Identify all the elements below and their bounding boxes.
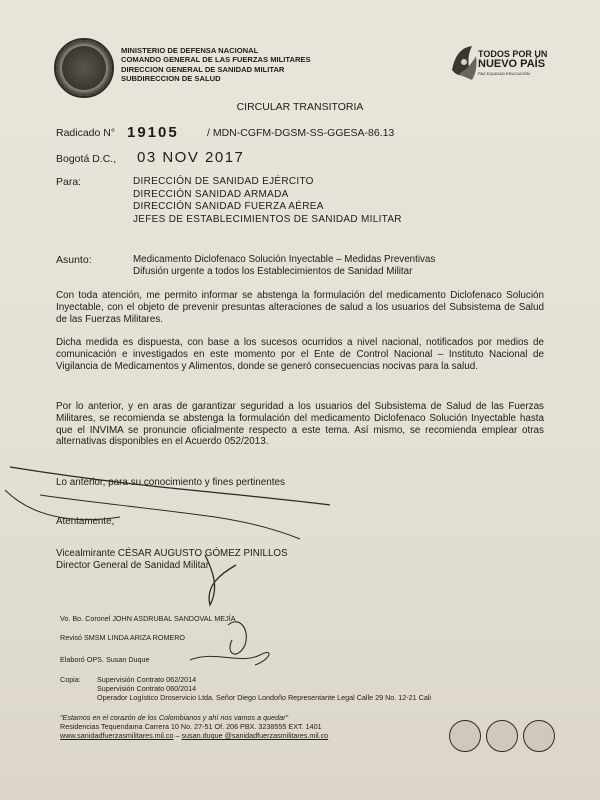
body-paragraph: Con toda atención, me permito informar se abstenga la formulación del medicamento Diclofenaco Solución Inyectable, con el objeto de prevenir presuntas alteraciones de salud a los usuarios del Subsistema de Salud de las Fuerzas Militares. [56,290,544,325]
footer-quote: "Estamos en el corazón de los Colombianos y ahí nos vamos a quedar" [60,713,289,722]
date-label: Bogotá D.C., [56,153,117,165]
footer-website-link[interactable]: www.sanidadfuerzasmilitares.mil.co [60,731,174,740]
certification-seal-icon [486,720,518,752]
recipient-item: JEFES DE ESTABLECIMIENTOS DE SANIDAD MILITAR [133,213,402,225]
subject-line-1: Medicamento Diclofenaco Solución Inyectable – Medidas Preventivas [133,254,436,265]
vobo-line: Vo. Bo. Coronel JOHN ASDRUBAL SANDOVAL MEJÍA [60,614,236,623]
body-paragraph: Lo anterior, para su conocimiento y fines pertinentes [56,477,285,488]
radicado-label: Radicado N° [56,127,116,139]
recipient-list [133,176,402,226]
subject-line-2: Difusión urgente a todos los Establecimientos de Sanidad Militar [133,266,413,277]
ministry-seal [54,38,114,98]
para-label: Para: [56,176,82,188]
asunto-label: Asunto: [56,254,92,266]
body-paragraph: Dicha medida es dispuesta, con base a los sucesos ocurridos a nivel nacional, notificados por medios de comunicación e investigados en este momento por el Ente de Control Nacional – Instituto Nacional de Vigilancia de Medicamentos y Alimentos, donde se generó consecuencias nocivas para la salud. [56,337,544,372]
copia-item: Operador Logístico Droservicio Ltda. Señor Diego Londoño Representante Legal Calle 29 No. 12-21 Cali [97,693,432,702]
date-stamp: 03 NOV 2017 [137,149,245,166]
certification-seal-icon [449,720,481,752]
copia-list [97,675,431,702]
copia-item: Supervisión Contrato 062/2014 [97,675,197,684]
signatory [56,548,288,572]
footer: "Estamos en el corazón de los Colombianos y ahí nos vamos a quedar" Residencias Tequendama Carrera 10 No. 27-51 Of. 206 PBX. 3238555 EXT. 1401 www.sanidadfuerzasmilitares.mil.co – susan.duque @sanidadfuerzasmilitares.mil.co [60,713,329,740]
recipient-item: DIRECCIÓN SANIDAD FUERZA AÉREA [133,201,324,213]
issuer-header [121,46,311,84]
header-line-ministry: MINISTERIO DE DEFENSA NACIONAL [121,46,259,55]
signatory-name: Vicealmirante CÉSAR AUGUSTO GÓMEZ PINILLOS [56,548,288,559]
signatory-role: Director General de Sanidad Militar [56,560,210,572]
subject [133,254,435,278]
copia-label: Copia: [60,675,81,684]
recipient-item: DIRECCIÓN SANIDAD ARMADA [133,188,289,200]
copia-item: Supervisión Contrato 060/2014 [97,684,197,693]
logo-line-1: TODOS POR UN [478,49,548,59]
footer-address: Residencias Tequendama Carrera 10 No. 27-51 Of. 206 PBX. 3238555 EXT. 1401 [60,722,322,731]
recipient-item: DIRECCIÓN DE SANIDAD EJÉRCITO [133,176,314,187]
certification-seal-icon [523,720,555,752]
logo-tagline: PAZ EQUIDAD EDUCACIÓN [478,71,530,76]
body-paragraph: Por lo anterior, y en aras de garantizar seguridad a los usuarios del Subsistema de Salud de las Fuerzas Militares, se recomienda se abstenga la formulación del medicamento Diclofenaco Solución Inyectable hasta que el INVIMA se pronuncie oficialmente respecto a este tema. Así mismo, se recomienda emplear otras alternativas disponibles en el Acuerdo 052/2013. [56,401,544,448]
logo-wordmark [478,50,547,69]
reviso-line: Revisó SMSM LINDA ARIZA ROMERO [60,633,186,642]
elaboro-line: Elaboró OPS. Susan Duque [60,655,150,664]
header-line-command: COMANDO GENERAL DE LAS FUERZAS MILITARES [121,55,311,65]
footer-email-link[interactable]: susan.duque @sanidadfuerzasmilitares.mil.co [181,731,329,740]
header-line-direction: DIRECCION GENERAL DE SANIDAD MILITAR [121,64,285,74]
header-line-subdirection: SUBDIRECCION DE SALUD [121,74,221,84]
closing: Atentamente, [56,516,115,527]
radicado-number: 19105 [127,124,179,141]
logo-line-2: NUEVO PAÍS [478,57,546,70]
document-title: CIRCULAR TRANSITORIA [236,101,364,113]
radicado-code: / MDN-CGFM-DGSM-SS-GGESA-86.13 [207,127,395,139]
